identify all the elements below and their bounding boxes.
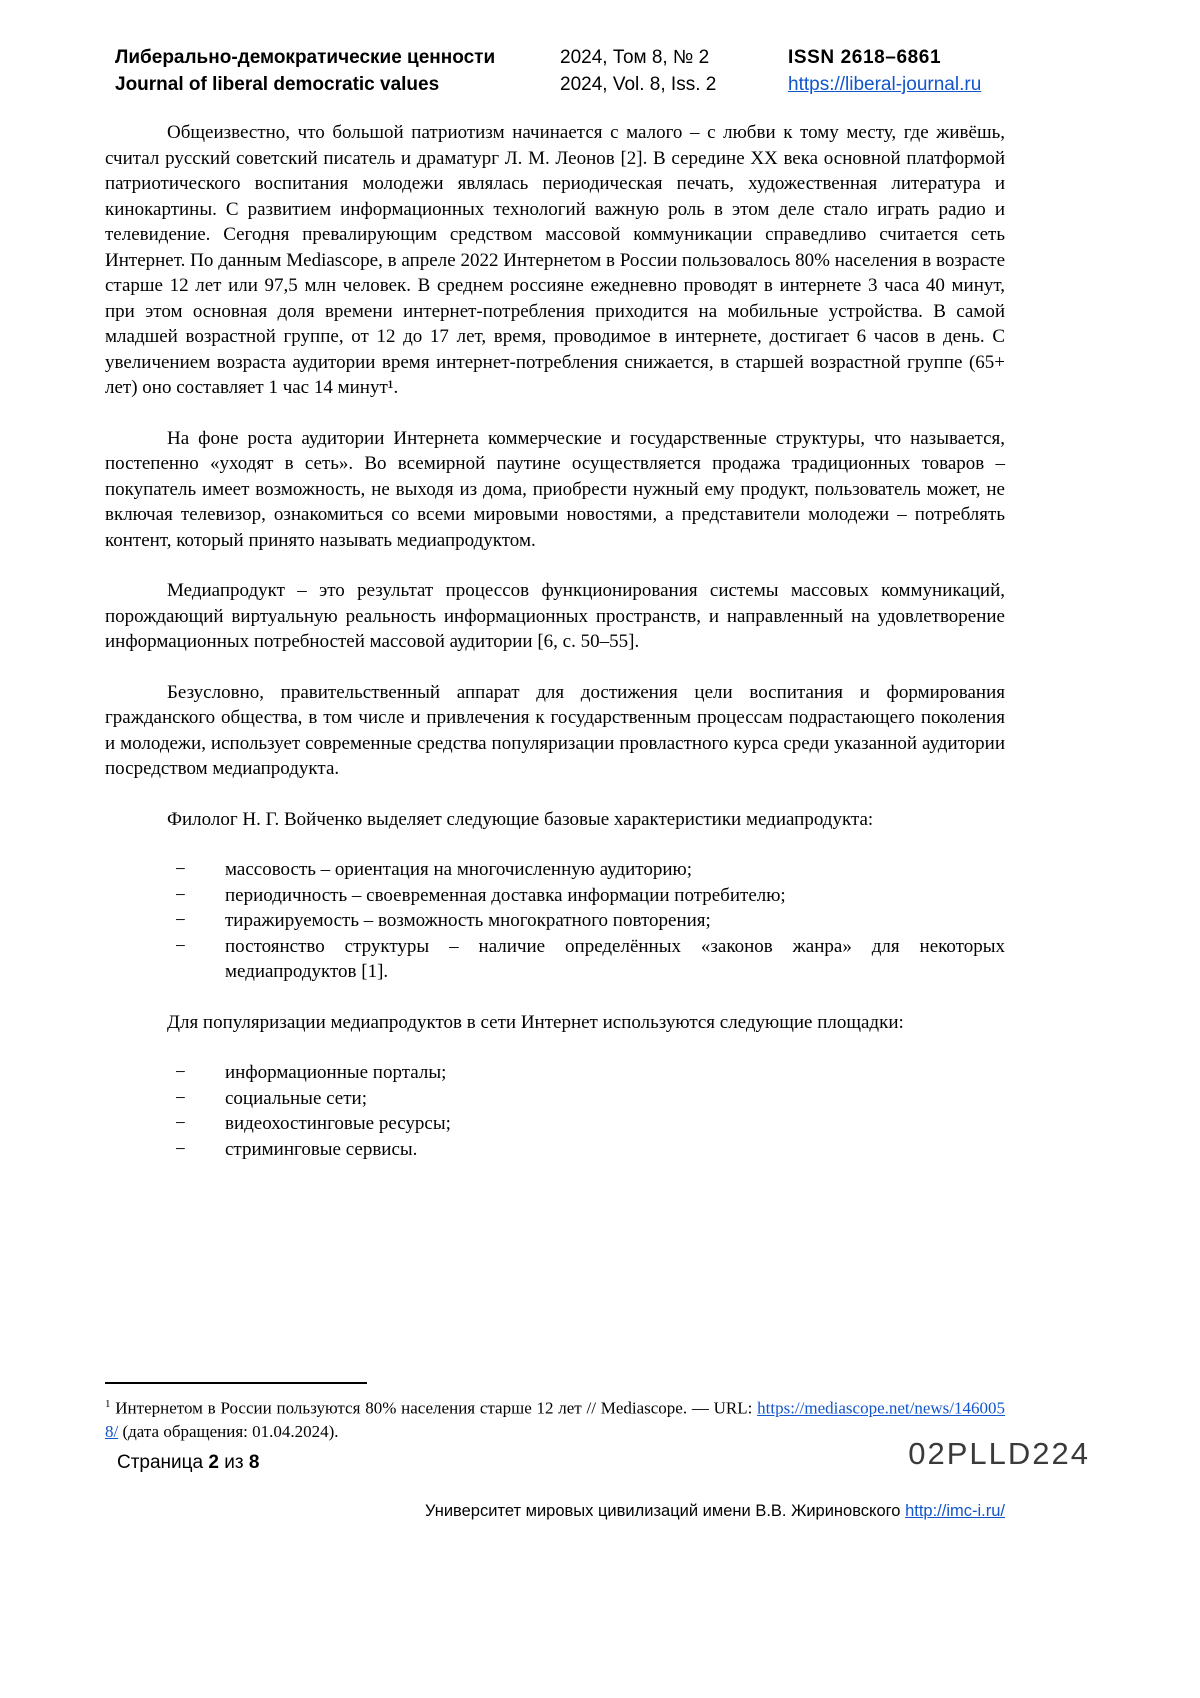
platforms-list	[105, 1060, 1005, 1162]
paragraph: Для популяризации медиапродуктов в сети Интернет используются следующие площадки:	[167, 1011, 904, 1033]
paragraph: Общеизвестно, что большой патриотизм начинается с малого – с любви к тому месту, где живёшь, считал русский советский писатель и драматург Л. М. Леонов [2]. В середине XX века основной платформой патриотического воспитания молодежи являлась периодическая печать, художественная литература и кинокартины. С развитием информационных технологий важную роль в этом деле стало играть радио и телевидение. Сегодня превалирующим средством массовой коммуникации справедливо считается сеть Интернет. По данным Mediascope, в апреле 2022 Интернетом в России пользовалось 80% населения в возрасте старше 12 лет или 97,5 млн человек. В среднем россияне ежедневно проводят в интернете 3 часа 40 минут, при этом основная доля времени интернет-потребления приходится на мобильные устройства. В самой младшей возрастной группе, от 12 до 17 лет, время, проводимое в интернете, достигает 6 часов в день. С увеличением возраста аудитории время интернет-потребления снижается, в старшей возрастной группе (65+ лет) оно составляет 1 час 14 минут¹.	[105, 122, 1005, 398]
list-marker: −	[175, 859, 186, 880]
list-marker: −	[175, 1087, 186, 1109]
journal-url-link[interactable]: https://liberal-journal.ru	[788, 74, 982, 95]
page-number-label: Страница	[117, 1452, 204, 1473]
list-marker: −	[175, 910, 186, 931]
footnote	[105, 1393, 1005, 1443]
characteristics-list	[105, 857, 1005, 985]
footnote-text-before: Интернетом в России пользуются 80% населения старше 12 лет // Mediascope. — URL:	[115, 1398, 753, 1418]
list-item-text: периодичность – своевременная доставка информации потребителю;	[225, 884, 786, 906]
page-number-current: 2	[208, 1452, 219, 1473]
journal-title-en: Journal of liberal democratic values	[115, 74, 440, 95]
journal-title-block	[105, 44, 560, 98]
university-url-link[interactable]: http://imc-i.ru/	[905, 1502, 1005, 1520]
issn-block	[788, 44, 1005, 98]
paragraph: Безусловно, правительственный аппарат для достижения цели воспитания и формирования гражданского общества, в том числе и привлечения к государственным процессам подрастающего поколения и молодежи, использует современные средства популяризации провластного курса среди указанной аудитории посредством медиапродукта.	[105, 681, 1005, 779]
list-item-text: информационные порталы;	[225, 1062, 447, 1083]
document-code: 02PLLD224	[908, 1436, 1090, 1471]
list-item	[105, 908, 1005, 934]
list-item	[105, 857, 1005, 883]
list-item	[105, 883, 1005, 909]
list-item-text: стриминговые сервисы.	[225, 1138, 418, 1160]
list-item	[105, 1086, 1005, 1112]
issue-info-block	[560, 44, 788, 98]
article-body	[105, 120, 1005, 1162]
paragraph: На фоне роста аудитории Интернета коммерческие и государственные структуры, что называется, постепенно «уходят в сеть». Во всемирной паутине осуществляется продажа традиционных товаров – покупатель имеет возможность, не выходя из дома, приобрести нужный ему продукт, пользователь может, не включая телевизор, ознакомиться со всеми мировыми новостями, а представители молодежи – потреблять контент, который принято называть медиапродуктом.	[105, 427, 1005, 551]
footnote-block	[105, 1382, 1005, 1443]
list-item	[105, 1137, 1005, 1163]
paragraph: Филолог Н. Г. Войченко выделяет следующие базовые характеристики медиапродукта:	[167, 808, 874, 830]
journal-title-ru: Либерально-демократические ценности	[115, 47, 496, 68]
paragraph: Медиапродукт – это результат процессов функционирования системы массовых коммуникаций, порождающий виртуальную реальность информационных пространств, и направленный на удовлетворение информационных потребностей массовой аудитории [6, с. 50–55].	[105, 580, 1005, 652]
list-item	[105, 1060, 1005, 1086]
issn-label: ISSN 2618–6861	[788, 47, 942, 68]
university-name: Университет мировых цивилизаций имени В.В. Жириновского	[424, 1502, 901, 1520]
list-item-text: социальные сети;	[225, 1087, 367, 1109]
page-header	[0, 0, 1200, 98]
footnote-marker: 1	[105, 1398, 111, 1410]
list-marker: −	[175, 1062, 186, 1083]
footnote-url-link[interactable]: https://mediascope.net/news/1460058/	[105, 1398, 1006, 1441]
page-number-total: 8	[248, 1452, 260, 1473]
list-item-text: постоянство структуры – наличие определённых «законов жанра» для некоторых медиапродуктов [1].	[225, 935, 1005, 982]
list-item	[105, 934, 1005, 985]
list-marker: −	[175, 935, 186, 957]
issue-line-ru: 2024, Том 8, № 2	[560, 47, 710, 68]
list-item	[105, 1111, 1005, 1137]
page-number-of: из	[224, 1452, 244, 1473]
list-item-text: массовость – ориентация на многочисленную аудиторию;	[225, 859, 692, 880]
issue-line-en: 2024, Vol. 8, Iss. 2	[560, 74, 717, 95]
page-number	[117, 1452, 259, 1474]
list-marker: −	[175, 1138, 186, 1160]
list-marker: −	[175, 884, 186, 906]
list-item-text: тиражируемость – возможность многократного повторения;	[225, 910, 711, 931]
university-line	[425, 1502, 1005, 1521]
footnote-text-after: (дата обращения: 01.04.2024).	[118, 1421, 339, 1441]
footnote-divider	[105, 1382, 367, 1384]
list-item-text: видеохостинговые ресурсы;	[225, 1113, 451, 1134]
list-marker: −	[175, 1113, 186, 1134]
